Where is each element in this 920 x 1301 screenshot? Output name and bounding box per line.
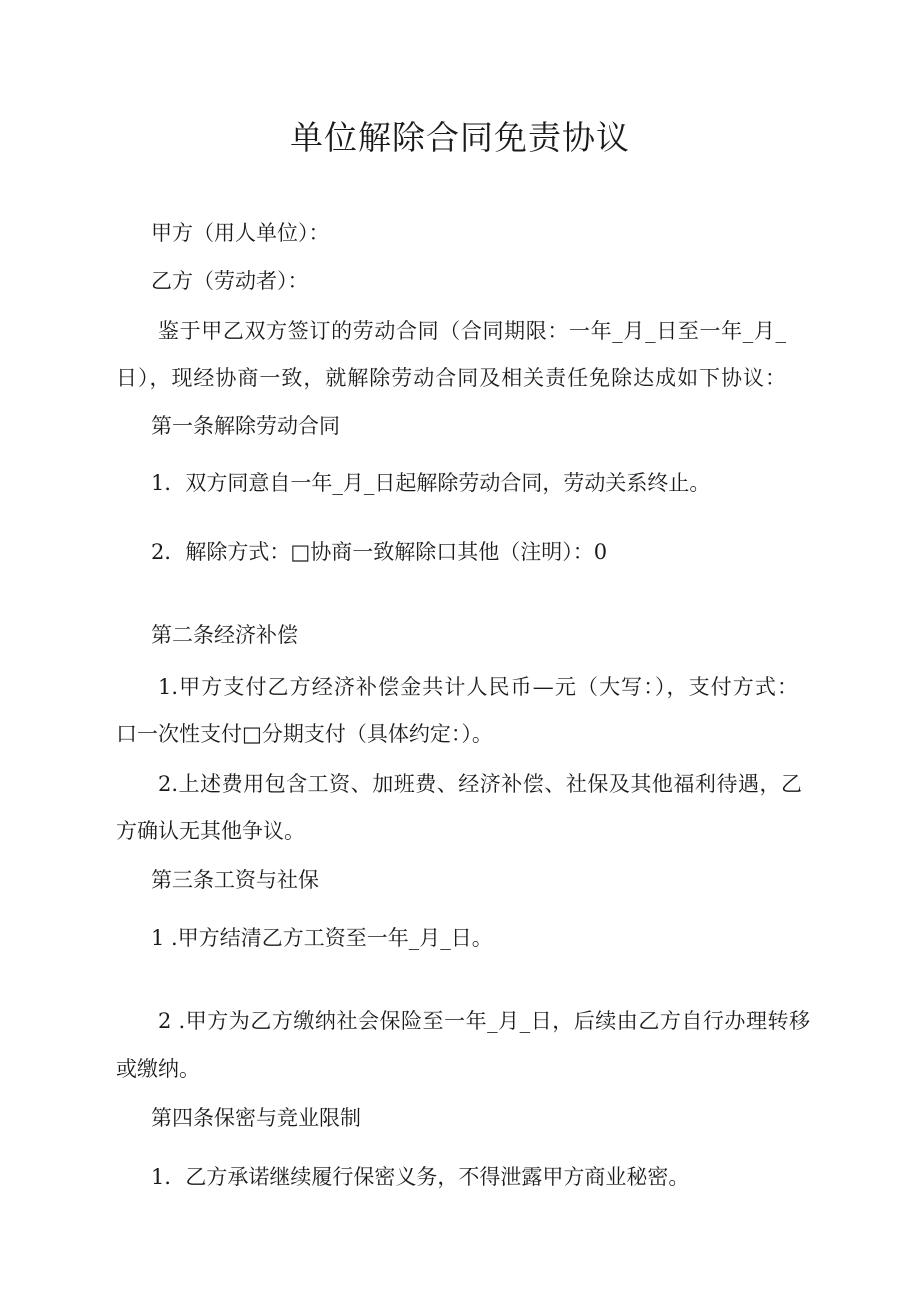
article-1-heading: 第一条解除劳动合同 — [151, 414, 340, 438]
article-3-item-1: 1 .甲方结清乙方工资至一年_月_日。 — [151, 926, 493, 950]
document-title: 单位解除合同免责协议 — [290, 118, 630, 157]
party-b-line: 乙方（劳动者）： — [151, 269, 309, 293]
article-2-item-1-line-2: 口一次性支付□分期支付（具体约定：）。 — [116, 722, 493, 746]
article-1-item-2: 2．解除方式：□协商一致解除口其他（注明）：0 — [151, 540, 608, 564]
preamble-line-1: 鉴于甲乙双方签订的劳动合同（合同期限：一年_月_日至一年_月_ — [158, 319, 786, 343]
preamble-line-2: 日），现经协商一致，就解除劳动合同及相关责任免除达成如下协议： — [116, 366, 786, 390]
article-2-item-2-line-2: 方确认无其他争议。 — [116, 819, 305, 843]
article-3-item-2-line-1: 2 .甲方为乙方缴纳社会保险至一年_月_日，后续由乙方自行办理转移 — [158, 1009, 810, 1033]
article-2-heading: 第二条经济补偿 — [151, 623, 298, 647]
article-3-item-2-line-2: 或缴纳。 — [116, 1057, 200, 1081]
party-a-line: 甲方（用人单位）： — [151, 221, 330, 245]
article-4-item-1: 1．乙方承诺继续履行保密义务，不得泄露甲方商业秘密。 — [151, 1165, 690, 1189]
article-1-item-1: 1．双方同意自一年_月_日起解除劳动合同，劳动关系终止。 — [151, 471, 711, 495]
article-2-item-1-line-1: 1.甲方支付乙方经济补偿金共计人民币—元（大写：），支付方式： — [158, 675, 798, 699]
article-4-heading: 第四条保密与竞业限制 — [151, 1106, 361, 1130]
article-3-heading: 第三条工资与社保 — [151, 868, 319, 892]
article-2-item-2-line-1: 2.上述费用包含工资、加班费、经济补偿、社保及其他福利待遇，乙 — [158, 772, 802, 796]
